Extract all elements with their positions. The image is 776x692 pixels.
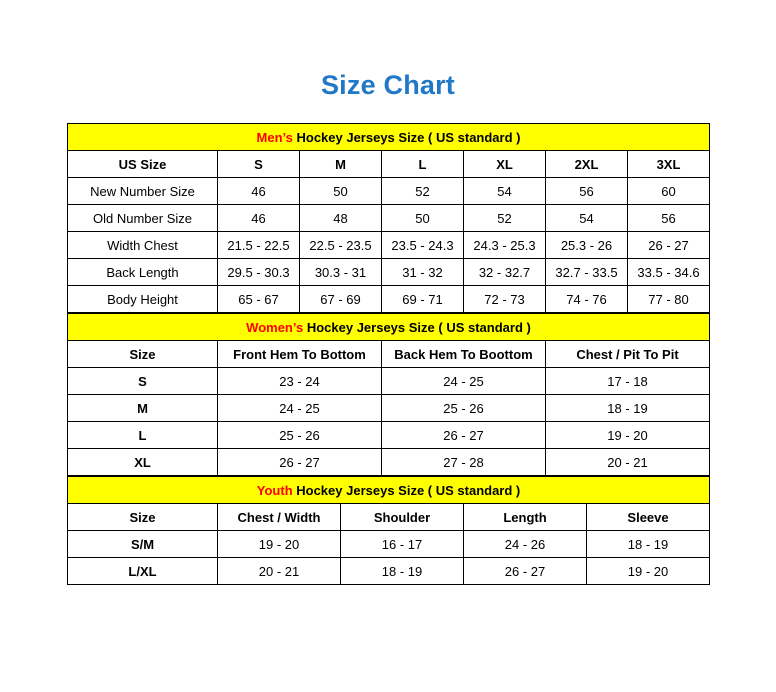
womens-row-0-value-2: 17 - 18 (546, 368, 710, 395)
table-row (68, 259, 710, 286)
womens-row-2-value-0: 25 - 26 (218, 422, 382, 449)
mens-row-0-value-2: 52 (382, 178, 464, 205)
mens-row-2-label: Width Chest (68, 232, 218, 259)
youth-row-0-label: S/M (68, 531, 218, 558)
table-row (68, 422, 710, 449)
youth-header-cell-3: Length (464, 504, 587, 531)
table-header-row (68, 151, 710, 178)
youth-banner (68, 477, 710, 504)
womens-header-cell-2: Back Hem To Boottom (382, 341, 546, 368)
youth-row-1-value-2: 26 - 27 (464, 558, 587, 585)
youth-size-table (67, 476, 710, 585)
mens-row-3-value-4: 32.7 - 33.5 (546, 259, 628, 286)
table-row (68, 531, 710, 558)
womens-header-cell-3: Chest / Pit To Pit (546, 341, 710, 368)
table-row (68, 178, 710, 205)
womens-row-0-label: S (68, 368, 218, 395)
mens-header-cell-4: XL (464, 151, 546, 178)
mens-header-cell-5: 2XL (546, 151, 628, 178)
womens-row-2-value-1: 26 - 27 (382, 422, 546, 449)
mens-banner-category: Men’s (256, 129, 293, 145)
mens-row-3-label: Back Length (68, 259, 218, 286)
mens-row-1-value-2: 50 (382, 205, 464, 232)
mens-row-0-value-0: 46 (218, 178, 300, 205)
womens-row-1-value-1: 25 - 26 (382, 395, 546, 422)
womens-row-0-value-0: 23 - 24 (218, 368, 382, 395)
womens-size-table (67, 313, 710, 476)
table-banner-row (68, 314, 710, 341)
table-banner-row (68, 477, 710, 504)
womens-row-2-value-2: 19 - 20 (546, 422, 710, 449)
womens-row-3-value-0: 26 - 27 (218, 449, 382, 476)
mens-row-3-value-0: 29.5 - 30.3 (218, 259, 300, 286)
mens-row-4-value-2: 69 - 71 (382, 286, 464, 313)
womens-row-1-label: M (68, 395, 218, 422)
size-chart-tables (67, 102, 709, 585)
table-row (68, 286, 710, 313)
mens-row-1-value-4: 54 (546, 205, 628, 232)
mens-header-cell-6: 3XL (628, 151, 710, 178)
table-header-row (68, 504, 710, 531)
youth-header-cell-1: Chest / Width (218, 504, 341, 531)
table-row (68, 449, 710, 476)
table-row (68, 395, 710, 422)
mens-row-0-value-5: 60 (628, 178, 710, 205)
womens-row-3-value-2: 20 - 21 (546, 449, 710, 476)
mens-size-table (67, 123, 710, 313)
table-row (68, 368, 710, 395)
youth-row-1-value-1: 18 - 19 (341, 558, 464, 585)
mens-row-2-value-4: 25.3 - 26 (546, 232, 628, 259)
youth-row-1-value-3: 19 - 20 (587, 558, 710, 585)
youth-row-1-value-0: 20 - 21 (218, 558, 341, 585)
table-row (68, 232, 710, 259)
table-row (68, 558, 710, 585)
mens-row-4-value-4: 74 - 76 (546, 286, 628, 313)
mens-row-0-label: New Number Size (68, 178, 218, 205)
mens-row-4-label: Body Height (68, 286, 218, 313)
youth-row-0-value-1: 16 - 17 (341, 531, 464, 558)
womens-banner (68, 314, 710, 341)
mens-row-3-value-3: 32 - 32.7 (464, 259, 546, 286)
womens-header-cell-0: Size (68, 341, 218, 368)
mens-row-0-value-1: 50 (300, 178, 382, 205)
youth-header-cell-2: Shoulder (341, 504, 464, 531)
mens-row-3-value-5: 33.5 - 34.6 (628, 259, 710, 286)
mens-row-2-value-3: 24.3 - 25.3 (464, 232, 546, 259)
mens-header-cell-1: S (218, 151, 300, 178)
mens-row-3-value-2: 31 - 32 (382, 259, 464, 286)
mens-row-2-value-0: 21.5 - 22.5 (218, 232, 300, 259)
mens-row-2-value-2: 23.5 - 24.3 (382, 232, 464, 259)
womens-row-2-label: L (68, 422, 218, 449)
mens-row-2-value-1: 22.5 - 23.5 (300, 232, 382, 259)
youth-row-0-value-0: 19 - 20 (218, 531, 341, 558)
womens-row-3-value-1: 27 - 28 (382, 449, 546, 476)
youth-row-1-label: L/XL (68, 558, 218, 585)
table-banner-row (68, 124, 710, 151)
mens-row-4-value-3: 72 - 73 (464, 286, 546, 313)
mens-row-4-value-5: 77 - 80 (628, 286, 710, 313)
womens-header-cell-1: Front Hem To Bottom (218, 341, 382, 368)
mens-row-4-value-1: 67 - 69 (300, 286, 382, 313)
mens-row-1-value-5: 56 (628, 205, 710, 232)
mens-banner-rest: Hockey Jerseys Size ( US standard ) (292, 129, 521, 145)
mens-row-1-value-3: 52 (464, 205, 546, 232)
mens-header-cell-0: US Size (68, 151, 218, 178)
table-row (68, 205, 710, 232)
mens-row-1-value-1: 48 (300, 205, 382, 232)
youth-row-0-value-3: 18 - 19 (587, 531, 710, 558)
youth-banner-rest: Hockey Jerseys Size ( US standard ) (292, 482, 521, 498)
table-header-row (68, 341, 710, 368)
womens-banner-rest: Hockey Jerseys Size ( US standard ) (303, 319, 531, 335)
youth-header-cell-4: Sleeve (587, 504, 710, 531)
youth-header-cell-0: Size (68, 504, 218, 531)
mens-header-cell-2: M (300, 151, 382, 178)
mens-row-1-label: Old Number Size (68, 205, 218, 232)
womens-row-1-value-2: 18 - 19 (546, 395, 710, 422)
mens-row-0-value-4: 56 (546, 178, 628, 205)
womens-row-3-label: XL (68, 449, 218, 476)
womens-banner-category: Women’s (246, 319, 304, 335)
mens-row-4-value-0: 65 - 67 (218, 286, 300, 313)
mens-row-2-value-5: 26 - 27 (628, 232, 710, 259)
mens-row-1-value-0: 46 (218, 205, 300, 232)
mens-banner (68, 124, 710, 151)
womens-row-1-value-0: 24 - 25 (218, 395, 382, 422)
youth-banner-category: Youth (256, 482, 293, 498)
youth-row-0-value-2: 24 - 26 (464, 531, 587, 558)
mens-row-0-value-3: 54 (464, 178, 546, 205)
page-title: Size Chart (320, 70, 456, 100)
mens-header-cell-3: L (382, 151, 464, 178)
mens-row-3-value-1: 30.3 - 31 (300, 259, 382, 286)
womens-row-0-value-1: 24 - 25 (382, 368, 546, 395)
